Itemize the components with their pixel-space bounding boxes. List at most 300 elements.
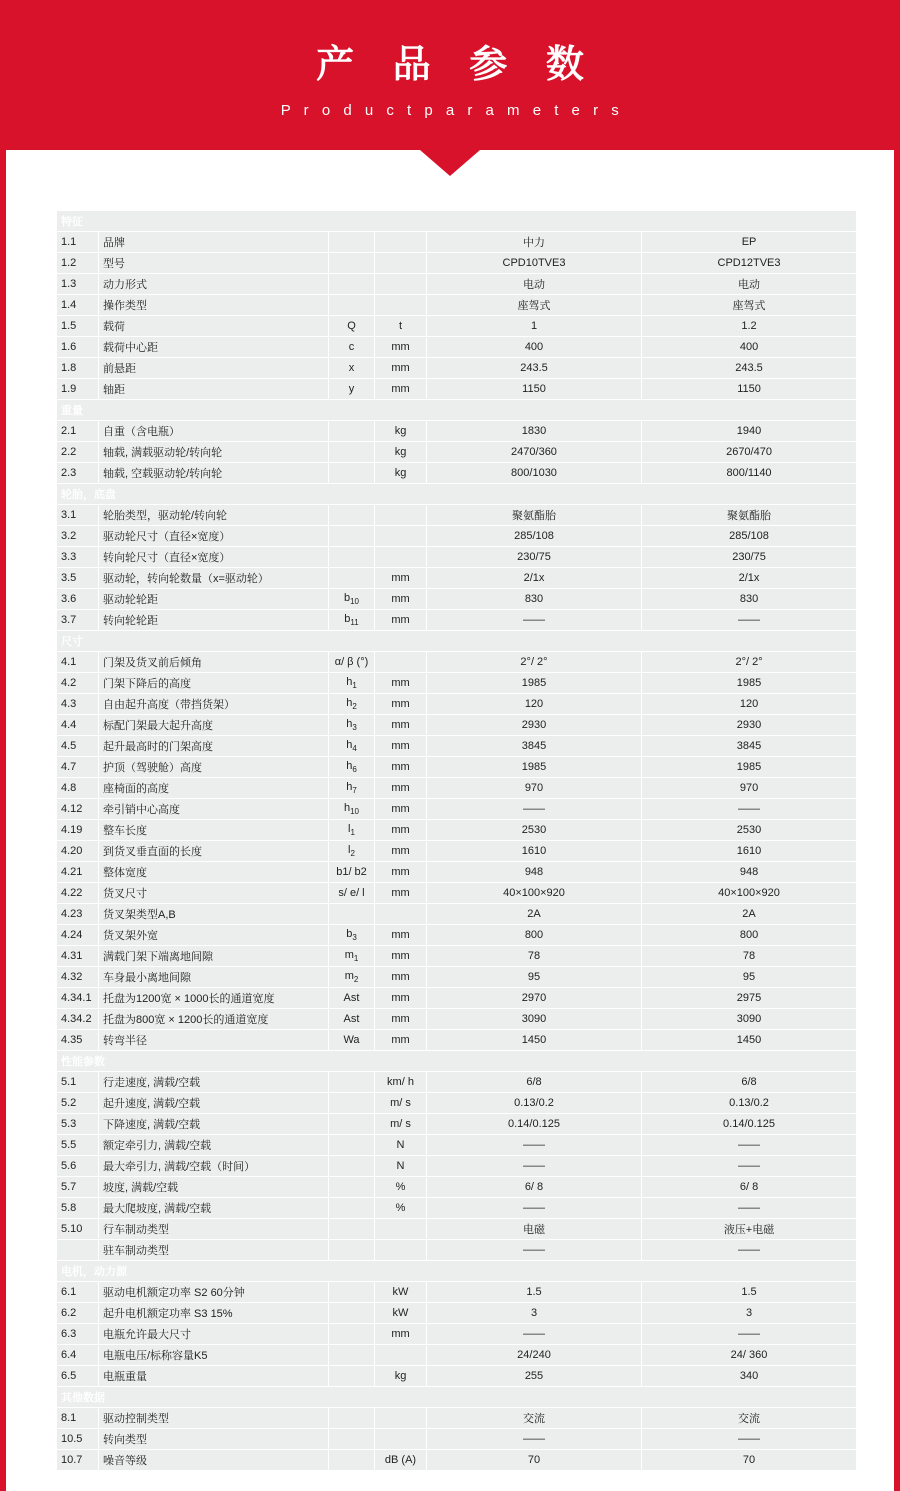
row-value-model-1: 2470/360 — [427, 442, 642, 463]
row-unit: mm — [375, 883, 427, 904]
row-value-model-1: 1985 — [427, 673, 642, 694]
row-unit — [375, 1408, 427, 1429]
table-row — [57, 442, 857, 463]
row-symbol: $h_2$ — [329, 694, 375, 715]
row-value-model-2: 2530 — [642, 820, 857, 841]
table-row — [57, 274, 857, 295]
row-value-model-2: 78 — [642, 946, 857, 967]
row-symbol — [329, 547, 375, 568]
table-row — [57, 1282, 857, 1303]
row-label: 货叉尺寸 — [99, 883, 329, 904]
row-value-model-2: 830 — [642, 589, 857, 610]
row-value-model-2: —— — [642, 799, 857, 820]
row-value-model-2: 800 — [642, 925, 857, 946]
row-value-model-1: 948 — [427, 862, 642, 883]
row-value-model-1: —— — [427, 1324, 642, 1345]
table-row — [57, 904, 857, 925]
table-row — [57, 1219, 857, 1240]
row-value-model-2: 6/ 8 — [642, 1177, 857, 1198]
row-value-model-1: 40×100×920 — [427, 883, 642, 904]
row-unit: mm — [375, 379, 427, 400]
table-row — [57, 1177, 857, 1198]
row-unit: mm — [375, 1009, 427, 1030]
row-unit: mm — [375, 925, 427, 946]
table-row — [57, 736, 857, 757]
row-number: 4.7 — [57, 757, 99, 778]
row-value-model-2: 3 — [642, 1303, 857, 1324]
row-symbol — [329, 1240, 375, 1261]
row-number: 6.5 — [57, 1366, 99, 1387]
row-unit: mm — [375, 736, 427, 757]
row-value-model-1: 78 — [427, 946, 642, 967]
row-label: 驱动轮，转向轮数量（x=驱动轮） — [99, 568, 329, 589]
row-number: 5.8 — [57, 1198, 99, 1219]
row-number: 1.4 — [57, 295, 99, 316]
table-row — [57, 421, 857, 442]
table-row — [57, 1072, 857, 1093]
row-unit — [375, 547, 427, 568]
row-value-model-1: 电磁 — [427, 1219, 642, 1240]
row-label: 转弯半径 — [99, 1030, 329, 1051]
row-value-model-2: 2/1x — [642, 568, 857, 589]
row-unit: kW — [375, 1303, 427, 1324]
row-value-model-1: —— — [427, 1156, 642, 1177]
row-number: 1.9 — [57, 379, 99, 400]
row-value-model-1: 1985 — [427, 757, 642, 778]
row-label: 护顶（驾驶舱）高度 — [99, 757, 329, 778]
row-number: 6.3 — [57, 1324, 99, 1345]
row-value-model-2: 120 — [642, 694, 857, 715]
row-number: 4.31 — [57, 946, 99, 967]
row-number: 4.8 — [57, 778, 99, 799]
row-value-model-1: 2930 — [427, 715, 642, 736]
table-row — [57, 295, 857, 316]
row-number: 1.8 — [57, 358, 99, 379]
row-unit: % — [375, 1198, 427, 1219]
row-number: 1.5 — [57, 316, 99, 337]
row-value-model-2: 1610 — [642, 841, 857, 862]
row-number: 4.23 — [57, 904, 99, 925]
spec-section-header — [57, 1051, 857, 1072]
row-symbol: $h_1$ — [329, 673, 375, 694]
row-unit: m/ s — [375, 1114, 427, 1135]
row-number: 4.34.1 — [57, 988, 99, 1009]
table-row — [57, 1093, 857, 1114]
table-row — [57, 988, 857, 1009]
table-row — [57, 547, 857, 568]
row-label: 动力形式 — [99, 274, 329, 295]
row-unit: mm — [375, 967, 427, 988]
row-value-model-2: 70 — [642, 1450, 857, 1471]
table-row — [57, 568, 857, 589]
row-symbol — [329, 463, 375, 484]
row-value-model-1: 3090 — [427, 1009, 642, 1030]
row-unit: mm — [375, 841, 427, 862]
row-value-model-2: 970 — [642, 778, 857, 799]
row-value-model-1: 970 — [427, 778, 642, 799]
row-value-model-1: 交流 — [427, 1408, 642, 1429]
row-value-model-1: 0.14/0.125 — [427, 1114, 642, 1135]
row-symbol — [329, 1135, 375, 1156]
row-value-model-1: 243.5 — [427, 358, 642, 379]
row-symbol — [329, 505, 375, 526]
row-number: 4.20 — [57, 841, 99, 862]
spec-section-title: 其他数据 — [57, 1387, 857, 1408]
table-row — [57, 358, 857, 379]
row-unit: kg — [375, 421, 427, 442]
row-value-model-2: 2975 — [642, 988, 857, 1009]
row-unit — [375, 1219, 427, 1240]
row-label: 起升电机额定功率 S3 15% — [99, 1303, 329, 1324]
row-value-model-1: 2530 — [427, 820, 642, 841]
row-number: 4.2 — [57, 673, 99, 694]
row-unit: mm — [375, 988, 427, 1009]
row-unit — [375, 505, 427, 526]
row-label: 起升最高时的门架高度 — [99, 736, 329, 757]
row-symbol — [329, 1345, 375, 1366]
specification-table — [56, 210, 857, 1471]
row-number: 10.7 — [57, 1450, 99, 1471]
row-symbol — [329, 1366, 375, 1387]
row-unit: kg — [375, 1366, 427, 1387]
row-number: 3.7 — [57, 610, 99, 631]
row-value-model-1: —— — [427, 1135, 642, 1156]
row-unit: mm — [375, 589, 427, 610]
row-value-model-2: 2670/470 — [642, 442, 857, 463]
row-value-model-2: 24/ 360 — [642, 1345, 857, 1366]
row-number: 4.4 — [57, 715, 99, 736]
row-symbol — [329, 295, 375, 316]
table-row — [57, 1135, 857, 1156]
row-number: 5.3 — [57, 1114, 99, 1135]
row-value-model-1: 电动 — [427, 274, 642, 295]
row-label: 自重（含电瓶） — [99, 421, 329, 442]
row-symbol — [329, 442, 375, 463]
row-label: 满载门架下端离地间隙 — [99, 946, 329, 967]
row-unit — [375, 904, 427, 925]
table-row — [57, 652, 857, 673]
row-symbol: $b_{11}$ — [329, 610, 375, 631]
row-symbol — [329, 1219, 375, 1240]
row-label: 电瓶重量 — [99, 1366, 329, 1387]
row-value-model-2: 40×100×920 — [642, 883, 857, 904]
row-value-model-2: 1.5 — [642, 1282, 857, 1303]
row-value-model-2: 1940 — [642, 421, 857, 442]
row-label: 转向类型 — [99, 1429, 329, 1450]
row-label: 货叉架类型A,B — [99, 904, 329, 925]
row-symbol: b1/ b2 — [329, 862, 375, 883]
row-label: 整体宽度 — [99, 862, 329, 883]
row-number: 2.2 — [57, 442, 99, 463]
row-label: 标配门架最大起升高度 — [99, 715, 329, 736]
table-row — [57, 883, 857, 904]
row-unit: km/ h — [375, 1072, 427, 1093]
row-symbol: Ast — [329, 988, 375, 1009]
row-value-model-1: 1450 — [427, 1030, 642, 1051]
table-row — [57, 1198, 857, 1219]
row-symbol — [329, 526, 375, 547]
row-value-model-1: 1150 — [427, 379, 642, 400]
table-row — [57, 1240, 857, 1261]
row-unit: mm — [375, 1030, 427, 1051]
row-symbol — [329, 253, 375, 274]
row-value-model-2: 1150 — [642, 379, 857, 400]
row-value-model-1: 1830 — [427, 421, 642, 442]
row-label: 操作类型 — [99, 295, 329, 316]
row-label: 载荷 — [99, 316, 329, 337]
banner-arrow-icon — [420, 150, 480, 176]
row-value-model-2: 243.5 — [642, 358, 857, 379]
row-symbol — [329, 274, 375, 295]
row-label: 轮胎类型，驱动轮/转向轮 — [99, 505, 329, 526]
banner-text-block — [6, 0, 894, 119]
row-label: 额定牵引力, 满载/空载 — [99, 1135, 329, 1156]
row-value-model-2: —— — [642, 1198, 857, 1219]
row-value-model-2: 95 — [642, 967, 857, 988]
page-title: 产 品 参 数 — [316, 44, 598, 86]
row-symbol: Q — [329, 316, 375, 337]
row-unit — [375, 295, 427, 316]
row-value-model-1: —— — [427, 1240, 642, 1261]
row-value-model-1: 285/108 — [427, 526, 642, 547]
table-row — [57, 1156, 857, 1177]
row-value-model-2: 340 — [642, 1366, 857, 1387]
row-unit: mm — [375, 862, 427, 883]
row-number: 6.2 — [57, 1303, 99, 1324]
row-label: 下降速度, 满载/空载 — [99, 1114, 329, 1135]
row-number: 5.2 — [57, 1093, 99, 1114]
row-value-model-1: 2°/ 2° — [427, 652, 642, 673]
row-label: 最大牵引力, 满载/空载（时间） — [99, 1156, 329, 1177]
row-number: 5.7 — [57, 1177, 99, 1198]
row-value-model-1: 2A — [427, 904, 642, 925]
table-row — [57, 505, 857, 526]
row-value-model-1: 800 — [427, 925, 642, 946]
row-number: 4.34.2 — [57, 1009, 99, 1030]
row-number: 6.4 — [57, 1345, 99, 1366]
row-symbol: $h_4$ — [329, 736, 375, 757]
table-row — [57, 715, 857, 736]
row-unit: kg — [375, 442, 427, 463]
row-symbol — [329, 1198, 375, 1219]
table-row — [57, 925, 857, 946]
row-number: 4.1 — [57, 652, 99, 673]
row-number: 4.22 — [57, 883, 99, 904]
row-symbol — [329, 1450, 375, 1471]
row-number: 5.6 — [57, 1156, 99, 1177]
table-row — [57, 1303, 857, 1324]
row-unit — [375, 253, 427, 274]
row-number: 4.21 — [57, 862, 99, 883]
row-unit: N — [375, 1156, 427, 1177]
row-unit: mm — [375, 799, 427, 820]
row-value-model-2: 948 — [642, 862, 857, 883]
row-value-model-2: 1985 — [642, 673, 857, 694]
row-unit — [375, 1345, 427, 1366]
spec-section-header — [57, 1387, 857, 1408]
row-number: 4.35 — [57, 1030, 99, 1051]
row-number: 10.5 — [57, 1429, 99, 1450]
row-label: 转向轮尺寸（直径×宽度） — [99, 547, 329, 568]
row-value-model-2: 1.2 — [642, 316, 857, 337]
row-value-model-1: 1.5 — [427, 1282, 642, 1303]
row-label: 门架下降后的高度 — [99, 673, 329, 694]
row-value-model-2: 2A — [642, 904, 857, 925]
spec-section-header — [57, 400, 857, 421]
row-unit — [375, 526, 427, 547]
row-value-model-2: 电动 — [642, 274, 857, 295]
row-value-model-1: CPD10TVE3 — [427, 253, 642, 274]
row-value-model-2: CPD12TVE3 — [642, 253, 857, 274]
row-value-model-2: 交流 — [642, 1408, 857, 1429]
row-value-model-1: 2970 — [427, 988, 642, 1009]
row-number: 3.2 — [57, 526, 99, 547]
row-unit: dB (A) — [375, 1450, 427, 1471]
row-number: 1.1 — [57, 232, 99, 253]
row-symbol: x — [329, 358, 375, 379]
row-symbol — [329, 1093, 375, 1114]
table-row — [57, 1030, 857, 1051]
row-number: 4.5 — [57, 736, 99, 757]
table-row — [57, 337, 857, 358]
row-value-model-2: —— — [642, 1240, 857, 1261]
row-symbol — [329, 1114, 375, 1135]
row-value-model-2: 0.14/0.125 — [642, 1114, 857, 1135]
row-symbol: $m_1$ — [329, 946, 375, 967]
row-symbol — [329, 421, 375, 442]
row-unit — [375, 652, 427, 673]
row-value-model-1: 聚氨酯胎 — [427, 505, 642, 526]
table-row — [57, 1345, 857, 1366]
row-value-model-1: 3 — [427, 1303, 642, 1324]
row-label: 行车制动类型 — [99, 1219, 329, 1240]
row-symbol — [329, 568, 375, 589]
table-row — [57, 820, 857, 841]
row-unit: mm — [375, 610, 427, 631]
row-label: 牵引销中心高度 — [99, 799, 329, 820]
row-number: 2.3 — [57, 463, 99, 484]
row-number: 6.1 — [57, 1282, 99, 1303]
row-label: 驱动轮轮距 — [99, 589, 329, 610]
table-row — [57, 673, 857, 694]
spec-section-title: 轮胎，底盘 — [57, 484, 857, 505]
row-symbol: $h_3$ — [329, 715, 375, 736]
row-value-model-2: —— — [642, 1135, 857, 1156]
row-symbol: c — [329, 337, 375, 358]
row-value-model-1: 0.13/0.2 — [427, 1093, 642, 1114]
row-value-model-1: 3845 — [427, 736, 642, 757]
table-row — [57, 841, 857, 862]
row-unit: kW — [375, 1282, 427, 1303]
row-label: 品牌 — [99, 232, 329, 253]
row-value-model-2: 座驾式 — [642, 295, 857, 316]
table-row — [57, 694, 857, 715]
table-row — [57, 1009, 857, 1030]
row-symbol — [329, 1282, 375, 1303]
row-number: 3.5 — [57, 568, 99, 589]
table-row — [57, 1429, 857, 1450]
row-number: 5.1 — [57, 1072, 99, 1093]
row-number: 4.3 — [57, 694, 99, 715]
row-value-model-2: 3845 — [642, 736, 857, 757]
row-value-model-1: —— — [427, 1429, 642, 1450]
row-value-model-2: —— — [642, 1429, 857, 1450]
row-value-model-1: 6/ 8 — [427, 1177, 642, 1198]
row-number: 3.6 — [57, 589, 99, 610]
row-value-model-1: 800/1030 — [427, 463, 642, 484]
table-row — [57, 1408, 857, 1429]
row-label: 座椅面的高度 — [99, 778, 329, 799]
row-number: 3.1 — [57, 505, 99, 526]
row-number: 4.24 — [57, 925, 99, 946]
spec-section-title: 特征 — [57, 211, 857, 232]
row-symbol: s/ e/ l — [329, 883, 375, 904]
row-number: 1.3 — [57, 274, 99, 295]
row-unit: mm — [375, 694, 427, 715]
row-label: 驻车制动类型 — [99, 1240, 329, 1261]
row-symbol — [329, 1408, 375, 1429]
row-unit: mm — [375, 358, 427, 379]
row-symbol: $b_3$ — [329, 925, 375, 946]
row-label: 托盘为1200宽 × 1000长的通道宽度 — [99, 988, 329, 1009]
row-unit: mm — [375, 715, 427, 736]
table-row — [57, 1114, 857, 1135]
row-unit: mm — [375, 820, 427, 841]
row-number: 5.10 — [57, 1219, 99, 1240]
spec-section-header — [57, 484, 857, 505]
row-symbol — [329, 1177, 375, 1198]
row-symbol: $l_2$ — [329, 841, 375, 862]
row-number — [57, 1240, 99, 1261]
row-unit — [375, 1240, 427, 1261]
row-unit — [375, 274, 427, 295]
row-unit: mm — [375, 673, 427, 694]
row-symbol: y — [329, 379, 375, 400]
row-label: 车身最小离地间隙 — [99, 967, 329, 988]
row-label: 转向轮轮距 — [99, 610, 329, 631]
table-row — [57, 526, 857, 547]
row-label: 坡度, 满载/空载 — [99, 1177, 329, 1198]
row-label: 电瓶电压/标称容量K5 — [99, 1345, 329, 1366]
row-value-model-1: 255 — [427, 1366, 642, 1387]
row-label: 驱动电机额定功率 S2 60分钟 — [99, 1282, 329, 1303]
row-value-model-1: 中力 — [427, 232, 642, 253]
row-label: 轴载, 空载驱动轮/转向轮 — [99, 463, 329, 484]
row-number: 3.3 — [57, 547, 99, 568]
table-row — [57, 316, 857, 337]
row-value-model-2: —— — [642, 610, 857, 631]
spec-table-container — [6, 150, 894, 1491]
table-row — [57, 778, 857, 799]
table-row — [57, 799, 857, 820]
table-row — [57, 589, 857, 610]
row-value-model-2: 聚氨酯胎 — [642, 505, 857, 526]
row-symbol: $h_6$ — [329, 757, 375, 778]
row-unit: mm — [375, 778, 427, 799]
row-symbol: α/ β (°) — [329, 652, 375, 673]
row-unit — [375, 232, 427, 253]
row-label: 型号 — [99, 253, 329, 274]
row-label: 行走速度, 满载/空载 — [99, 1072, 329, 1093]
row-label: 驱动轮尺寸（直径×宽度） — [99, 526, 329, 547]
page-subtitle: P r o d u c t p a r a m e t e r s — [280, 101, 624, 119]
row-unit — [375, 1429, 427, 1450]
row-number: 2.1 — [57, 421, 99, 442]
row-value-model-2: 3090 — [642, 1009, 857, 1030]
row-symbol: $h_7$ — [329, 778, 375, 799]
row-value-model-2: 6/8 — [642, 1072, 857, 1093]
row-value-model-1: 24/240 — [427, 1345, 642, 1366]
